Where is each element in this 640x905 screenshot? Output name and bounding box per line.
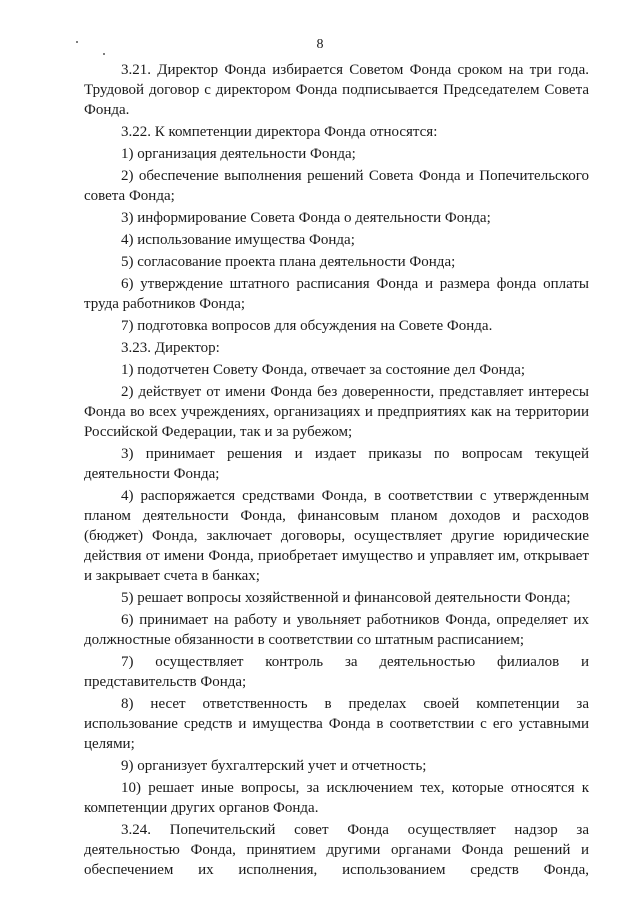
- list-item: 4) использование имущества Фонда;: [121, 232, 355, 248]
- list-item: 7) осуществляет контроль за деятельностью филиалов и представительств Фонда;: [84, 654, 589, 690]
- list-item: 1) подотчетен Совету Фонда, отвечает за состояние дел Фонда;: [121, 362, 526, 378]
- paragraph-3-23: 3.23. Директор:: [121, 340, 220, 356]
- list-item: 2) обеспечение выполнения решений Совета Фонда и Попечительского совета Фонда;: [84, 168, 589, 204]
- paragraph-3-21: 3.21. Директор Фонда избирается Советом Фонда сроком на три года. Трудовой договор с директором Фонда подписывается Председателем Совета Фонда.: [84, 62, 589, 118]
- list-item: 3) информирование Совета Фонда о деятельности Фонда;: [121, 210, 491, 226]
- list-item: 5) решает вопросы хозяйственной и финансовой деятельности Фонда;: [121, 590, 571, 606]
- list-item: 6) утверждение штатного расписания Фонда и размера фонда оплаты труда работников Фонда;: [84, 276, 589, 312]
- list-item: 8) несет ответственность в пределах своей компетенции за использование средств и имущества Фонда в соответствии с его уставными целями;: [84, 696, 589, 752]
- list-item: 4) распоряжается средствами Фонда, в соответствии с утвержденным планом деятельности Фонда, финансовым планом доходов и расходов (бюджет) Фонда, заключает договоры, осуществляет другие юридические действия от имени Фонда, приобретает имущество и управляет им, открывает и закрывает счета в банках;: [84, 488, 589, 584]
- document-body: [84, 60, 589, 882]
- list-item: 5) согласование проекта плана деятельности Фонда;: [121, 254, 456, 270]
- list-item: 9) организует бухгалтерский учет и отчетность;: [121, 758, 427, 774]
- paragraph-3-24: 3.24. Попечительский совет Фонда осуществляет надзор за деятельностью Фонда, принятием другими органами Фонда решений и обеспечением их исполнения, использованием средств Фонда,: [84, 822, 589, 878]
- list-item: 3) принимает решения и издает приказы по вопросам текущей деятельности Фонда;: [84, 446, 589, 482]
- scan-speck: [103, 53, 105, 55]
- list-item: 7) подготовка вопросов для обсуждения на Совете Фонда.: [121, 318, 493, 334]
- paragraph-3-22: 3.22. К компетенции директора Фонда относятся:: [121, 124, 438, 140]
- page-number: 8: [316, 37, 324, 52]
- list-item: 2) действует от имени Фонда без доверенности, представляет интересы Фонда во всех учреждениях, организациях и предприятиях как на территории Российской Федерации, так и за рубежом;: [84, 384, 589, 440]
- list-item: 6) принимает на работу и увольняет работников Фонда, определяет их должностные обязанности в соответствии со штатным расписанием;: [84, 612, 589, 648]
- list-item: 1) организация деятельности Фонда;: [121, 146, 356, 162]
- list-item: 10) решает иные вопросы, за исключением тех, которые относятся к компетенции других органов Фонда.: [84, 780, 589, 816]
